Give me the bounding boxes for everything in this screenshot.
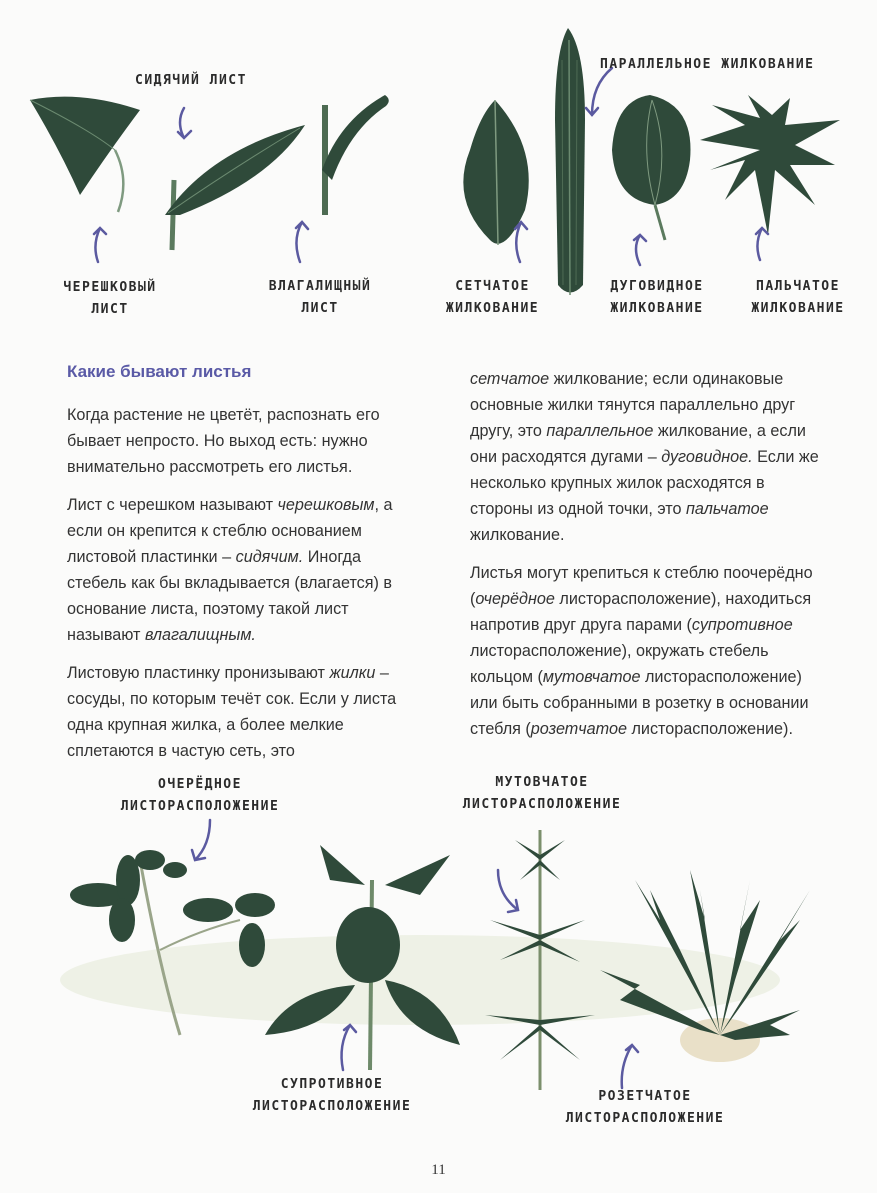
plant-illustrations-bottom — [0, 770, 877, 1110]
label-opposite-arrangement: СУПРОТИВНОЕ ЛИСТОРАСПОЛОЖЕНИЕ — [252, 1077, 412, 1114]
label-parallel-venation: ПАРАЛЛЕЛЬНОЕ ЖИЛКОВАНИЕ — [600, 57, 815, 72]
parallel-venation-leaf-icon — [555, 28, 585, 295]
paragraph: Лист с черешком называют черешковым, а если он крепится к стеблю основанием листовой пластинки – сидячим. Иногда стебель как бы вкладывается (влагается) в основание листа, поэтому такой лист называют влагалищным. — [67, 496, 393, 644]
label-petiolate-leaf: ЧЕРЕШКОВЫЙ ЛИСТ — [63, 280, 157, 317]
label-arcuate-venation: ДУГОВИДНОЕ ЖИЛКОВАНИЕ — [610, 279, 704, 316]
paragraph: Листовую пластинку пронизывают жилки – сосуды, по которым течёт сок. Если у листа одна крупная жилка, а более мелкие сплетаются в частую сеть, это — [67, 664, 397, 760]
sheathing-leaf-icon — [322, 95, 389, 215]
paragraph: сетчатое жилкование; если одинаковые основные жилки тянутся параллельно друг другу, это параллельное жилкование, а если они расходятся дугами – дуговидное. Если же несколько крупных жилок расходятся в стороны из одной точки, это пальчатое жилкование. — [470, 370, 819, 544]
label-sessile-leaf: СИДЯЧИЙ ЛИСТ — [135, 73, 247, 88]
label-reticulate-venation: СЕТЧАТОЕ ЖИЛКОВАНИЕ — [445, 279, 540, 316]
text-column-left — [67, 402, 407, 776]
label-alternate-arrangement: ОЧЕРЁДНОЕ ЛИСТОРАСПОЛОЖЕНИЕ — [120, 777, 280, 814]
label-whorled-arrangement: МУТОВЧАТОЕ ЛИСТОРАСПОЛОЖЕНИЕ — [462, 775, 622, 812]
paragraph: Когда растение не цветёт, распознать его бывает непросто. Но выход есть: нужно внимательно рассмотреть его листья. — [67, 406, 380, 476]
label-rosette-arrangement: РОЗЕТЧАТОЕ ЛИСТОРАСПОЛОЖЕНИЕ — [565, 1089, 725, 1126]
section-heading: Какие бывают листья — [67, 362, 252, 381]
text-column-right — [470, 366, 830, 754]
label-palmate-venation: ПАЛЬЧАТОЕ ЖИЛКОВАНИЕ — [751, 279, 845, 316]
label-sheathing-leaf: ВЛАГАЛИЩНЫЙ ЛИСТ — [268, 279, 372, 316]
palmate-venation-leaf-icon — [700, 95, 840, 235]
sessile-leaf-icon — [165, 125, 305, 250]
page-number: 11 — [431, 1162, 446, 1178]
petiolate-leaf-icon — [30, 97, 140, 212]
paragraph: Листья могут крепиться к стеблю поочерёдно (очерёдное листорасположение), находиться напротив друг друга парами (супротивное листорасположение), окружать стебель кольцом (мутовчатое листорасположение) или быть собранными в розетку в основании стебля (розетчатое листорасположение). — [470, 564, 813, 738]
arcuate-venation-leaf-icon — [612, 95, 691, 240]
